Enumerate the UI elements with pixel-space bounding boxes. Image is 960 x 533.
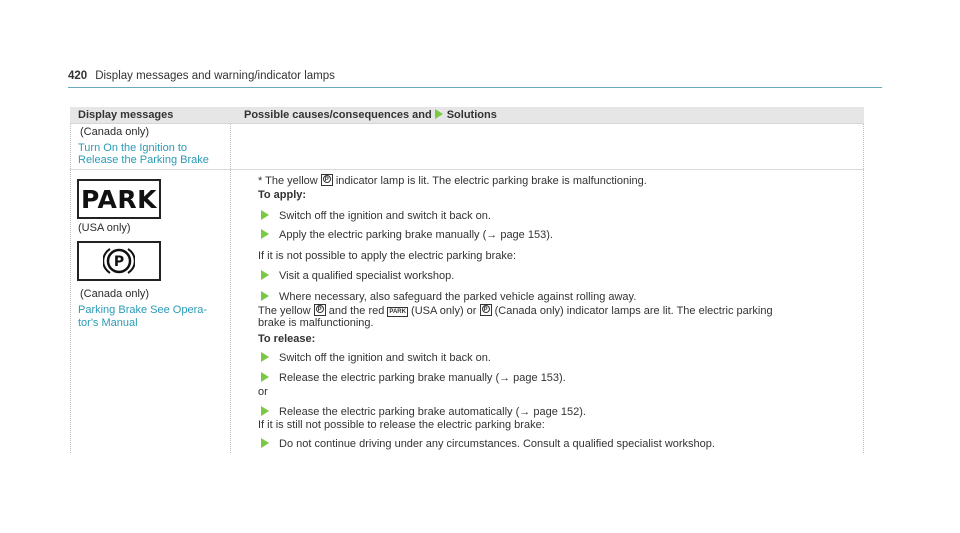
row2-message-line2: tor's Manual [78, 317, 138, 329]
step-text: Where necessary, also safeguard the parked vehicle against rolling away. [279, 291, 637, 303]
step-text: Visit a qualified specialist workshop. [279, 270, 455, 282]
malfunction-text-a: * The yellow [258, 175, 318, 187]
or-label: or [258, 386, 268, 398]
header-rule [68, 87, 882, 88]
parking-brake-mini-icon [314, 304, 326, 316]
table-border-left [70, 124, 71, 453]
to-release-heading: To release: [258, 333, 316, 345]
both-lamps-line [258, 304, 858, 318]
both-text-b: and the red [328, 305, 385, 317]
col-header-causes [244, 109, 497, 121]
canada-only-label: (Canada only) [80, 288, 150, 300]
usa-only-label: (USA only) [78, 222, 131, 234]
play-arrow-icon [261, 438, 269, 448]
col-header-solutions-text: Solutions [446, 109, 497, 121]
step-release-manually [258, 372, 566, 385]
play-arrow-icon [261, 270, 269, 280]
table-header [70, 107, 864, 124]
park-indicator-icon [77, 179, 161, 219]
column-divider [230, 124, 231, 453]
both-text-a: The yellow [258, 305, 311, 317]
if-not-possible-apply: If it is not possible to apply the electric parking brake: [258, 250, 517, 262]
play-arrow-icon [261, 229, 269, 239]
step-do-not-drive [258, 438, 715, 451]
table-border-right [863, 124, 864, 453]
step-text: Do not continue driving under any circumstances. Consult a qualified specialist workshop. [279, 438, 715, 450]
row-divider [70, 169, 864, 170]
malfunction-text-b: indicator lamp is lit. The electric parking brake is malfunctioning. [335, 175, 647, 187]
page-number: 420 [68, 70, 88, 82]
parking-brake-p-symbol [103, 245, 135, 277]
to-apply-heading: To apply: [258, 189, 307, 201]
play-arrow-icon [261, 372, 269, 382]
both-lamps-line-2: brake is malfunctioning. [258, 317, 374, 329]
messages-table [70, 107, 864, 453]
step-text: Switch off the ignition and switch it back on. [279, 210, 491, 222]
step-safeguard [258, 291, 636, 304]
play-arrow-icon [261, 291, 269, 301]
park-mini-icon: PARK [389, 309, 406, 315]
row1-region: (Canada only) [80, 126, 150, 138]
if-still-not-possible: If it is still not possible to release the electric parking brake: [258, 419, 545, 431]
step-switch-off-1 [258, 210, 491, 223]
step-switch-off-2 [258, 352, 491, 365]
step-text: Release the electric parking brake automatically (→ page 152). [279, 406, 586, 418]
step-text: Switch off the ignition and switch it back on. [279, 352, 491, 364]
col-header-causes-text: Possible causes/consequences and [244, 109, 432, 121]
parking-brake-p-icon [77, 241, 161, 281]
play-arrow-icon [435, 109, 443, 119]
row1-message-line1: Turn On the Ignition to [78, 142, 188, 154]
step-apply-manually [258, 229, 553, 242]
page-title: Display messages and warning/indicator lamps [95, 70, 335, 82]
row2-message-line1: Parking Brake See Opera- [78, 304, 208, 316]
step-visit-workshop [258, 270, 454, 283]
malfunction-line [258, 174, 858, 188]
both-text-c: (USA only) or [411, 305, 477, 317]
play-arrow-icon [261, 210, 269, 220]
park-label: PARK [81, 184, 157, 214]
col-header-messages: Display messages [78, 109, 174, 121]
play-arrow-icon [261, 406, 269, 416]
both-text-d: (Canada only) indicator lamps are lit. The electric parking [494, 305, 773, 317]
play-arrow-icon [261, 352, 269, 362]
parking-brake-mini-icon [321, 174, 333, 186]
svg-text:P: P [113, 254, 125, 270]
row1-message-line2: Release the Parking Brake [78, 154, 209, 166]
page-header [68, 70, 335, 82]
step-text: Apply the electric parking brake manually (→ page 153). [279, 229, 553, 241]
parking-brake-mini-icon [480, 304, 492, 316]
step-release-auto [258, 406, 586, 419]
step-text: Release the electric parking brake manually (→ page 153). [279, 372, 566, 384]
